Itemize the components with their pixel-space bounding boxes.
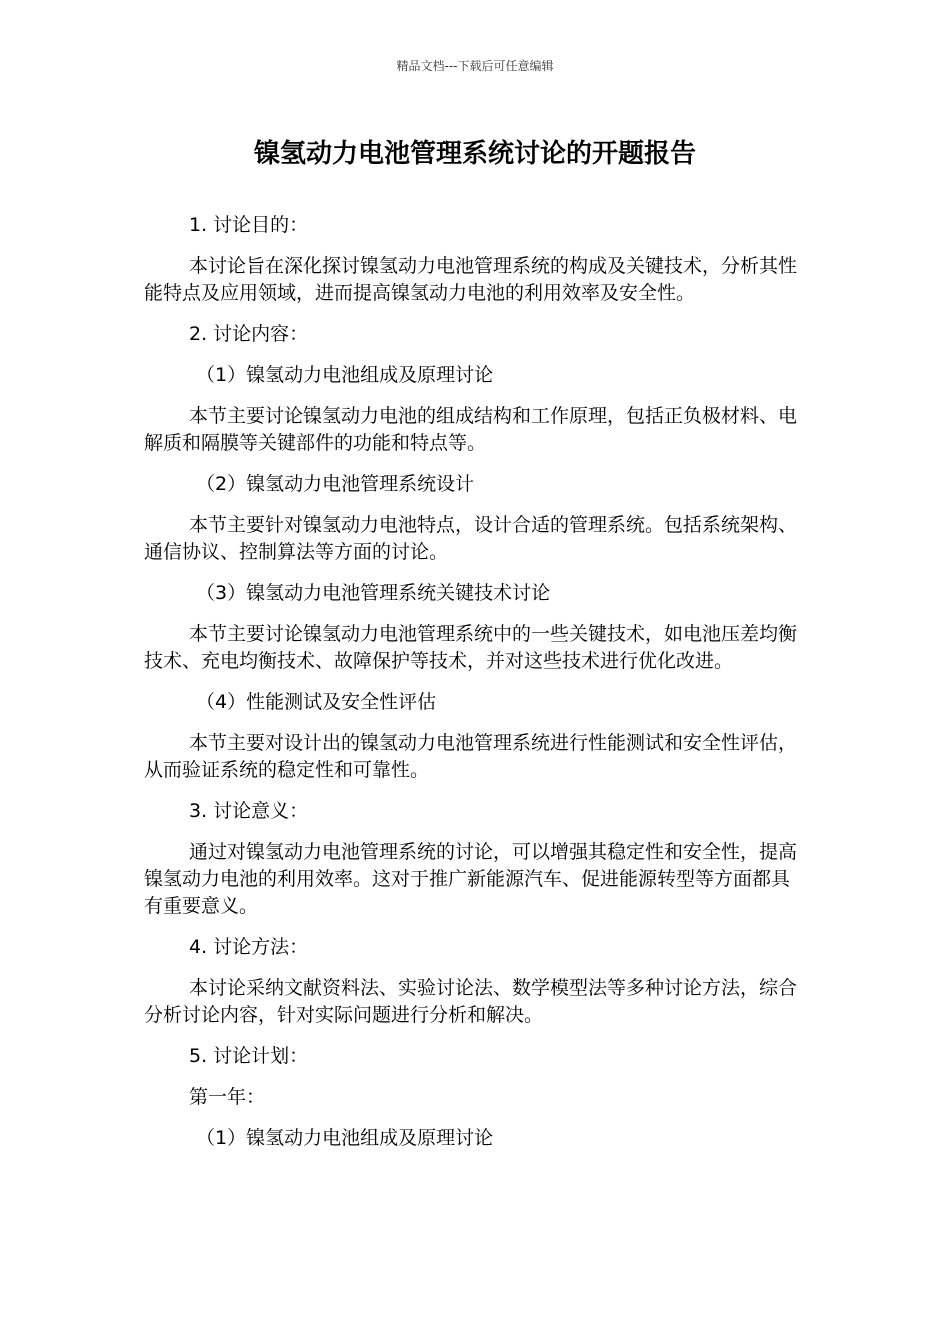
section-3-paragraph: 通过对镍氢动力电池管理系统的讨论，可以增强其稳定性和安全性，提高镍氢动力电池的利用效率。这对于推广新能源汽车、促进能源转型等方面都具有重要意义。 [144,841,798,917]
section-3-heading: 3. 讨论意义： [189,800,309,822]
section-5-year-1: 第一年： [189,1086,266,1108]
section-2-heading: 2. 讨论内容： [189,323,309,345]
section-2-paragraph-1: 本节主要讨论镍氢动力电池的组成结构和工作原理，包括正负极材料、电解质和隔膜等关键部件的功能和特点等。 [144,405,798,454]
section-2-paragraph-2: 本节主要针对镍氢动力电池特点，设计合适的管理系统。包括系统架构、通信协议、控制算法等方面的讨论。 [144,514,798,563]
section-4-paragraph: 本讨论采纳文献资料法、实验讨论法、数学模型法等多种讨论方法，综合分析讨论内容，针对实际问题进行分析和解决。 [144,977,798,1026]
section-4-heading: 4. 讨论方法： [189,936,309,958]
section-2-subheading-1: （1）镍氢动力电池组成及原理讨论 [196,364,494,386]
section-1-heading: 1. 讨论目的： [189,214,309,236]
section-5-heading: 5. 讨论计划： [189,1045,309,1067]
section-2-subheading-4: （4）性能测试及安全性评估 [196,691,437,713]
section-2-paragraph-4: 本节主要对设计出的镍氢动力电池管理系统进行性能测试和安全性评估，从而验证系统的稳定性和可靠性。 [144,732,798,781]
section-5-year-1-item-1: （1）镍氢动力电池组成及原理讨论 [196,1127,494,1149]
section-2-subheading-3: （3）镍氢动力电池管理系统关键技术讨论 [196,582,551,604]
document-title: 镍氢动力电池管理系统讨论的开题报告 [253,139,696,169]
section-1-paragraph: 本讨论旨在深化探讨镍氢动力电池管理系统的构成及关键技术，分析其性能特点及应用领域，进而提高镍氢动力电池的利用效率及安全性。 [144,255,798,304]
header-note: 精品文档---下载后可任意编辑 [396,59,554,73]
document-body [144,212,804,1166]
section-2-paragraph-3: 本节主要讨论镍氢动力电池管理系统中的一些关键技术，如电池压差均衡技术、充电均衡技术、故障保护等技术，并对这些技术进行优化改进。 [144,623,798,672]
section-2-subheading-2: （2）镍氢动力电池管理系统设计 [196,473,475,495]
